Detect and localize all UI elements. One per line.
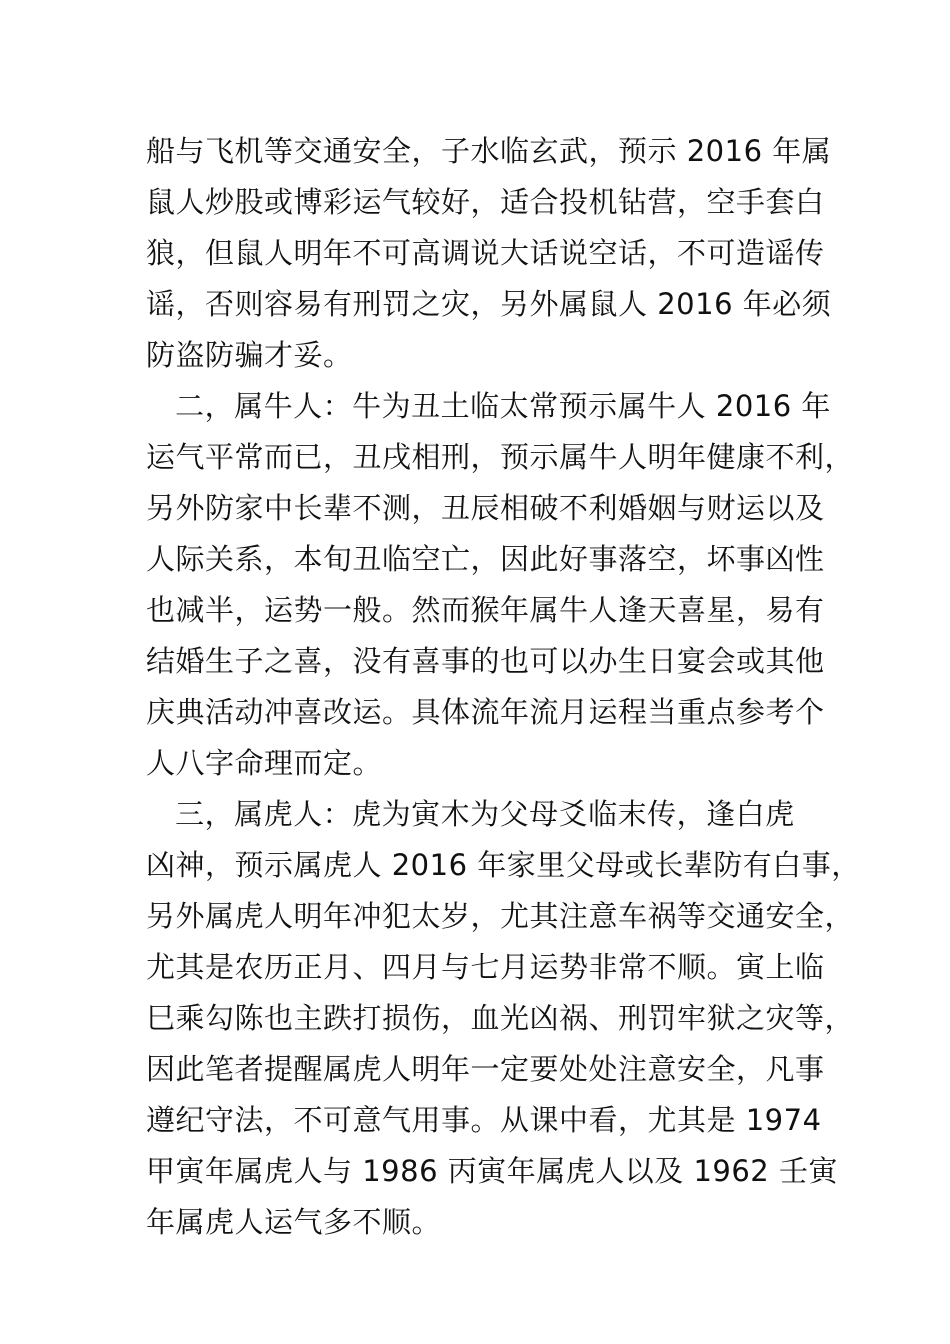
- text-line: 凶神，预示属虎人 2016 年家里父母或长辈防有白事，: [146, 848, 861, 882]
- paragraph-heading-tiger: 三，属虎人：虎为寅木为父母爻临末传，逢白虎: [146, 797, 795, 831]
- text-line: 狼，但鼠人明年不可高调说大话说空话，不可造谣传: [146, 236, 825, 270]
- text-line: 另外防家中长辈不测，丑辰相破不利婚姻与财运以及: [146, 491, 825, 525]
- text-line: 尤其是农历正月、四月与七月运势非常不顺。寅上临: [146, 950, 825, 984]
- text-line: 结婚生子之喜，没有喜事的也可以办生日宴会或其他: [146, 644, 825, 678]
- text-line: 遵纪守法，不可意气用事。从课中看，尤其是 1974: [146, 1103, 822, 1137]
- text-line: 甲寅年属虎人与 1986 丙寅年属虎人以及 1962 壬寅: [146, 1154, 838, 1188]
- text-line: 另外属虎人明年冲犯太岁，尤其注意车祸等交通安全，: [146, 899, 855, 933]
- text-line: 船与飞机等交通安全，子水临玄武，预示 2016 年属: [146, 134, 832, 168]
- text-line: 因此笔者提醒属虎人明年一定要处处注意安全，凡事: [146, 1052, 825, 1086]
- text-line: 防盗防骗才妥。: [146, 338, 353, 372]
- text-line: 人八字命理而定。: [146, 746, 383, 780]
- text-line: 年属虎人运气多不顺。: [146, 1205, 442, 1239]
- text-line: 人际关系，本旬丑临空亡，因此好事落空，坏事凶性: [146, 542, 825, 576]
- text-line: 也减半，运势一般。然而猴年属牛人逢天喜星，易有: [146, 593, 825, 627]
- text-line: 谣，否则容易有刑罚之灾，另外属鼠人 2016 年必须: [146, 287, 832, 321]
- text-line: 巳乘勾陈也主跌打损伤，血光凶祸、刑罚牢狱之灾等，: [146, 1001, 855, 1035]
- text-line: 庆典活动冲喜改运。具体流年流月运程当重点参考个: [146, 695, 825, 729]
- text-line: 鼠人炒股或博彩运气较好，适合投机钻营，空手套白: [146, 185, 825, 219]
- paragraph-heading-ox: 二，属牛人：牛为丑土临太常预示属牛人 2016 年: [146, 389, 831, 423]
- text-line: 运气平常而已，丑戌相刑，预示属牛人明年健康不利，: [146, 440, 855, 474]
